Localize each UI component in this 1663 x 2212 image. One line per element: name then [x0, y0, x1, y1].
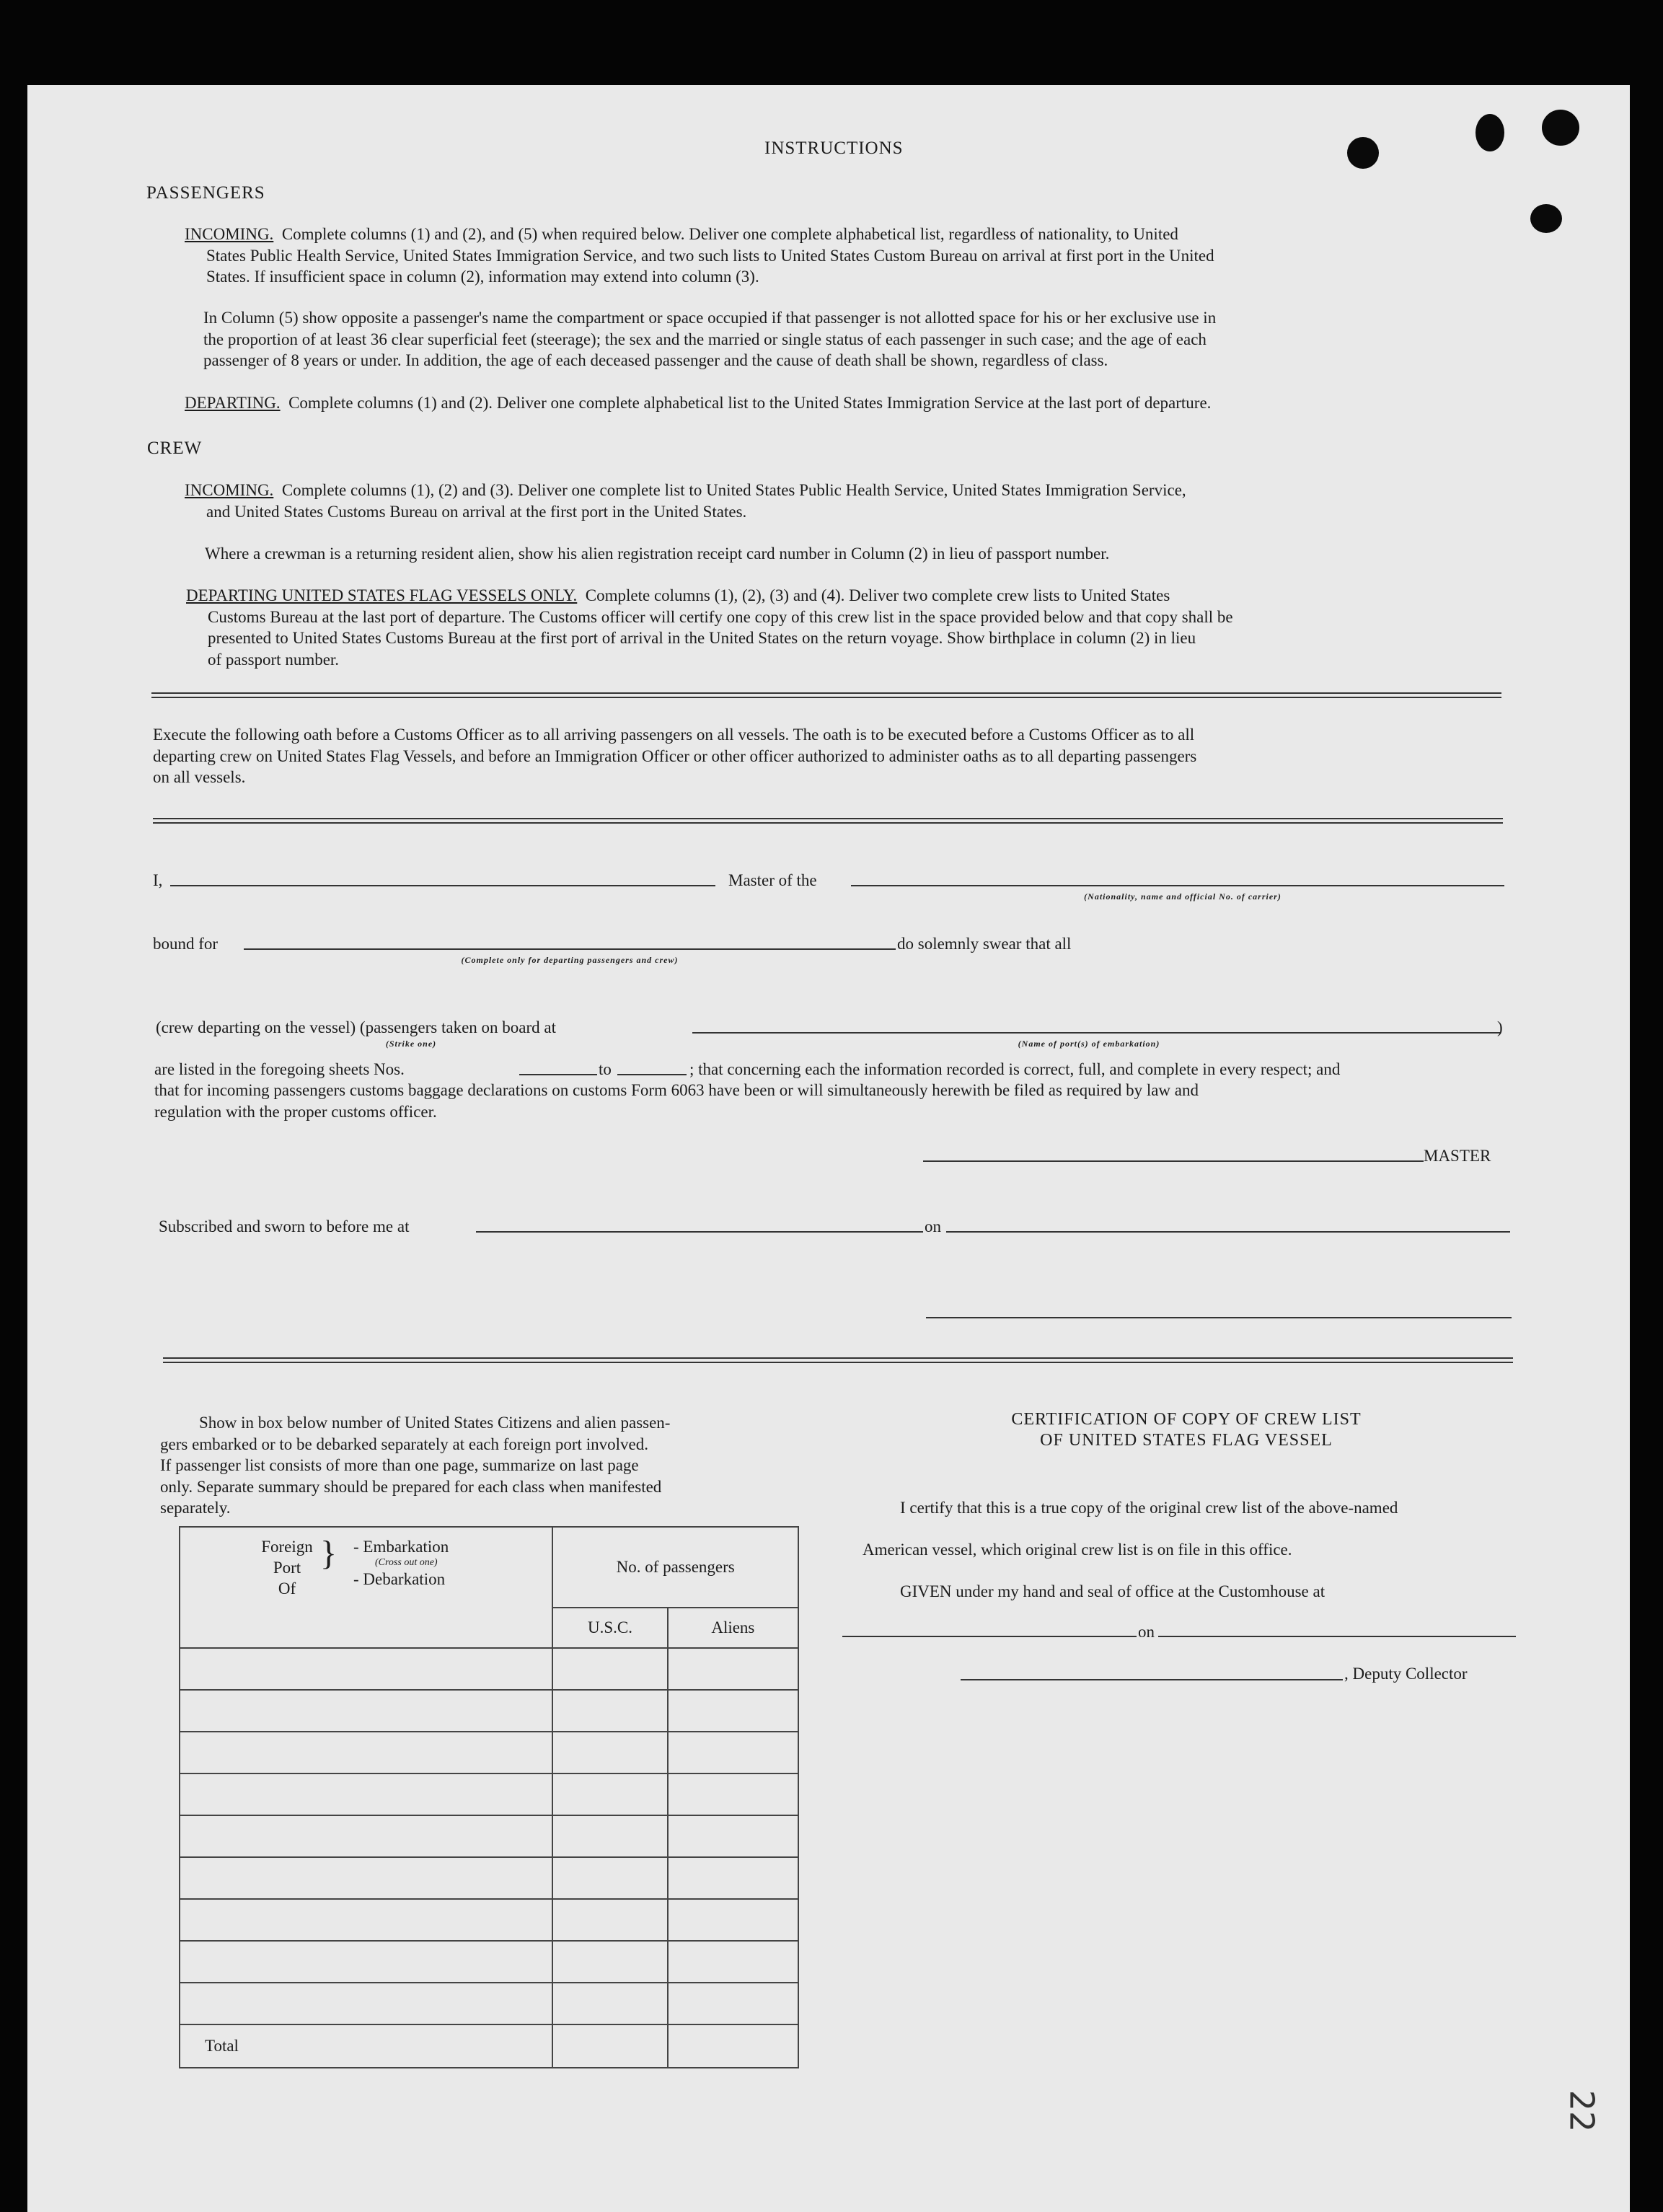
usc-cell[interactable] — [552, 1983, 667, 2024]
strike-caption: (Strike one) — [385, 1039, 437, 1049]
page-title: INSTRUCTIONS — [764, 138, 904, 158]
passengers-departing-label: DEPARTING. — [185, 394, 281, 412]
oath-i-label: I, — [153, 871, 163, 889]
punch-hole — [1475, 114, 1504, 151]
section-divider — [151, 692, 1501, 698]
certification-title-line: CERTIFICATION OF COPY OF CREW LIST — [1011, 1410, 1362, 1429]
summary-intro-line: separately. — [160, 1499, 231, 1517]
total-row — [180, 2024, 798, 2068]
deputy-collector-field[interactable] — [961, 1679, 1343, 1680]
oath-intro-line: on all vessels. — [153, 768, 246, 786]
swear-label: do solemnly swear that all — [897, 935, 1072, 953]
no-passengers-header: No. of passengers — [552, 1527, 798, 1608]
customhouse-field[interactable] — [842, 1636, 1137, 1637]
bound-for-label: bound for — [153, 935, 219, 953]
usc-cell[interactable] — [552, 1648, 667, 1690]
deputy-collector-label: , Deputy Collector — [1344, 1665, 1468, 1683]
sworn-place-field[interactable] — [476, 1231, 923, 1233]
master-name-field[interactable] — [170, 885, 715, 886]
crew-resident-text: Where a crewman is a returning resident alien, show his alien registration receipt card number in Column (2) in lieu of passport number. — [205, 545, 1110, 563]
table-row — [180, 1899, 798, 1941]
aliens-total-cell[interactable] — [668, 2024, 798, 2068]
section-divider — [163, 1357, 1513, 1363]
total-label: Total — [180, 2024, 552, 2068]
crew-departing-section — [186, 585, 1500, 670]
aliens-cell[interactable] — [668, 1857, 798, 1899]
aliens-cell[interactable] — [668, 1773, 798, 1815]
departing-caption: (Complete only for departing passengers and crew) — [461, 955, 679, 965]
summary-intro — [160, 1412, 793, 1519]
port-caption: (Name of port(s) of embarkation) — [1018, 1039, 1160, 1049]
listed-rest: ; that concerning each the information recorded is correct, full, and complete in every respect; and — [689, 1060, 1341, 1078]
crew-incoming-line: and United States Customs Bureau on arrival at the first port in the United States. — [206, 502, 747, 521]
certification-date-field[interactable] — [1158, 1636, 1516, 1637]
summary-intro-line: If passenger list consists of more than one page, summarize on last page — [160, 1456, 639, 1474]
usc-cell[interactable] — [552, 1899, 667, 1941]
margin-page-number: 22 — [1562, 2089, 1602, 2133]
crew-departing-line: presented to United States Customs Bureau at the first port of arrival in the United States on the return voyage. Show birthplace in column (2) in lieu — [208, 629, 1196, 647]
embarkation-port-field[interactable] — [692, 1032, 1500, 1034]
sworn-date-field[interactable] — [946, 1231, 1510, 1233]
listed-line: that for incoming passengers customs baggage declarations on customs Form 6063 have been or will simultaneously herewith be filed as required by law and — [154, 1081, 1199, 1099]
column5-line: passenger of 8 years or under. In addition, the age of each deceased passenger and the cause of death shall be shown, regardless of class. — [203, 351, 1108, 369]
crew-incoming-section — [185, 480, 1500, 522]
certify-line: I certify that this is a true copy of the original crew list of the above-named — [900, 1499, 1398, 1517]
passengers-departing-text: Complete columns (1) and (2). Deliver one complete alphabetical list to the United States Immigration Service at the last port of departure. — [288, 394, 1212, 412]
summary-intro-line: Show in box below number of United States Citizens and alien passen- — [199, 1414, 671, 1432]
foreign-label: Foreign — [261, 1538, 313, 1556]
aliens-cell[interactable] — [668, 1815, 798, 1857]
oath-intro-line: Execute the following oath before a Customs Officer as to all arriving passengers on all vessels. The oath is to be executed before a Customs Officer as to all — [153, 726, 1195, 744]
summary-intro-line: gers embarked or to be debarked separately at each foreign port involved. — [160, 1435, 648, 1453]
oath-intro — [153, 724, 1503, 788]
table-row — [180, 1773, 798, 1815]
certification-title — [909, 1409, 1464, 1451]
brace-glyph: } — [320, 1534, 338, 1572]
table-row — [180, 1690, 798, 1732]
punch-hole — [1542, 110, 1579, 146]
port-cell[interactable] — [180, 1732, 552, 1773]
bound-for-field[interactable] — [244, 948, 896, 950]
usc-cell[interactable] — [552, 1690, 667, 1732]
sheet-to-field[interactable] — [617, 1074, 687, 1075]
port-cell[interactable] — [180, 1983, 552, 2024]
column5-line: In Column (5) show opposite a passenger's name the compartment or space occupied if that passenger is not allotted space for his or her exclusive use in — [203, 309, 1217, 327]
crew-incoming-line: Complete columns (1), (2) and (3). Deliver one complete list to United States Public Health Service, United States Immigration Service, — [281, 481, 1186, 499]
column5-section — [203, 307, 1499, 371]
aliens-cell[interactable] — [668, 1899, 798, 1941]
crew-incoming-label: INCOMING. — [185, 481, 274, 499]
master-label: MASTER — [1424, 1147, 1491, 1165]
usc-total-cell[interactable] — [552, 2024, 667, 2068]
usc-cell[interactable] — [552, 1941, 667, 1983]
passenger-summary-table — [179, 1526, 799, 2068]
aliens-cell[interactable] — [668, 1941, 798, 1983]
crew-departing-label: (crew departing on the vessel) (passengers taken on board at — [156, 1018, 556, 1036]
usc-cell[interactable] — [552, 1732, 667, 1773]
port-cell[interactable] — [180, 1648, 552, 1690]
to-label: to — [599, 1060, 612, 1078]
crew-departing-line: Customs Bureau at the last port of departure. The Customs officer will certify one copy of this crew list in the space provided below and that copy shall be — [208, 607, 1233, 626]
table-row — [180, 1648, 798, 1690]
table-row — [180, 1857, 798, 1899]
crew-departing-label: DEPARTING UNITED STATES FLAG VESSELS ONLY. — [186, 586, 578, 604]
certify-line: American vessel, which original crew list is on file in this office. — [863, 1541, 1292, 1559]
aliens-cell[interactable] — [668, 1648, 798, 1690]
listed-line: regulation with the proper customs officer. — [154, 1103, 437, 1121]
table-row — [180, 1983, 798, 2024]
debarkation-label: - Debarkation — [353, 1570, 446, 1588]
punch-hole — [1530, 204, 1562, 233]
aliens-cell[interactable] — [668, 1690, 798, 1732]
certification-on-label: on — [1138, 1623, 1155, 1641]
nationality-caption: (Nationality, name and official No. of carrier) — [1084, 891, 1282, 902]
table-row — [180, 1941, 798, 1983]
usc-cell[interactable] — [552, 1857, 667, 1899]
officer-signature-field[interactable] — [926, 1317, 1512, 1318]
aliens-header: Aliens — [668, 1608, 798, 1648]
sheet-from-field[interactable] — [519, 1074, 597, 1075]
column5-line: the proportion of at least 36 clear superficial feet (steerage); the sex and the married or single status of each passenger in such case; and the age of each — [203, 330, 1207, 348]
port-cell[interactable] — [180, 1899, 552, 1941]
passengers-heading: PASSENGERS — [146, 183, 265, 203]
port-cell[interactable] — [180, 1690, 552, 1732]
carrier-field[interactable] — [851, 885, 1504, 886]
embarkation-label: - Embarkation — [353, 1538, 449, 1556]
port-header-cell — [180, 1527, 552, 1648]
port-cell[interactable] — [180, 1773, 552, 1815]
passengers-incoming-label: INCOMING. — [185, 225, 274, 243]
port-cell[interactable] — [180, 1815, 552, 1857]
usc-cell[interactable] — [552, 1815, 667, 1857]
master-signature-field[interactable] — [923, 1160, 1424, 1162]
port-cell[interactable] — [180, 1857, 552, 1899]
passengers-departing-section — [185, 392, 1499, 414]
table-row — [180, 1732, 798, 1773]
crew-departing-line: Complete columns (1), (2), (3) and (4). Deliver two complete crew lists to United States — [585, 586, 1170, 604]
aliens-cell[interactable] — [668, 1983, 798, 2024]
passengers-incoming-line: Complete columns (1) and (2), and (5) when required below. Deliver one complete alphabetical list, regardless of nationality, to United — [281, 225, 1178, 243]
sworn-on-label: on — [925, 1217, 941, 1235]
usc-header: U.S.C. — [552, 1608, 667, 1648]
section-divider — [153, 818, 1503, 824]
usc-cell[interactable] — [552, 1773, 667, 1815]
oath-intro-line: departing crew on United States Flag Vessels, and before an Immigration Officer or other officer authorized to administer oaths as to all departing passengers — [153, 746, 1197, 765]
passengers-incoming-section — [185, 224, 1499, 288]
aliens-cell[interactable] — [668, 1732, 798, 1773]
crew-departing-line: of passport number. — [208, 650, 340, 669]
certification-title-line: OF UNITED STATES FLAG VESSEL — [1040, 1431, 1333, 1450]
port-label: Port — [273, 1559, 301, 1577]
passengers-incoming-line: States Public Health Service, United States Immigration Service, and two such lists to United States Custom Bureau on arrival at first port in the United — [206, 246, 1214, 265]
given-line: GIVEN under my hand and seal of office at the Customhouse at — [900, 1582, 1325, 1600]
summary-intro-line: only. Separate summary should be prepared for each class when manifested — [160, 1477, 662, 1496]
port-cell[interactable] — [180, 1941, 552, 1983]
punch-hole — [1347, 137, 1379, 169]
master-of-label: Master of the — [728, 871, 817, 889]
listed-label: are listed in the foregoing sheets Nos. — [154, 1060, 405, 1078]
of-label: Of — [278, 1579, 296, 1598]
passengers-incoming-line: States. If insufficient space in column (2), information may extend into column (3). — [206, 268, 759, 286]
subscribed-label: Subscribed and sworn to before me at — [159, 1217, 410, 1235]
table-row — [180, 1815, 798, 1857]
crew-heading: CREW — [147, 439, 203, 458]
cross-out-caption: (Cross out one) — [375, 1557, 438, 1568]
close-paren: ) — [1497, 1018, 1503, 1036]
